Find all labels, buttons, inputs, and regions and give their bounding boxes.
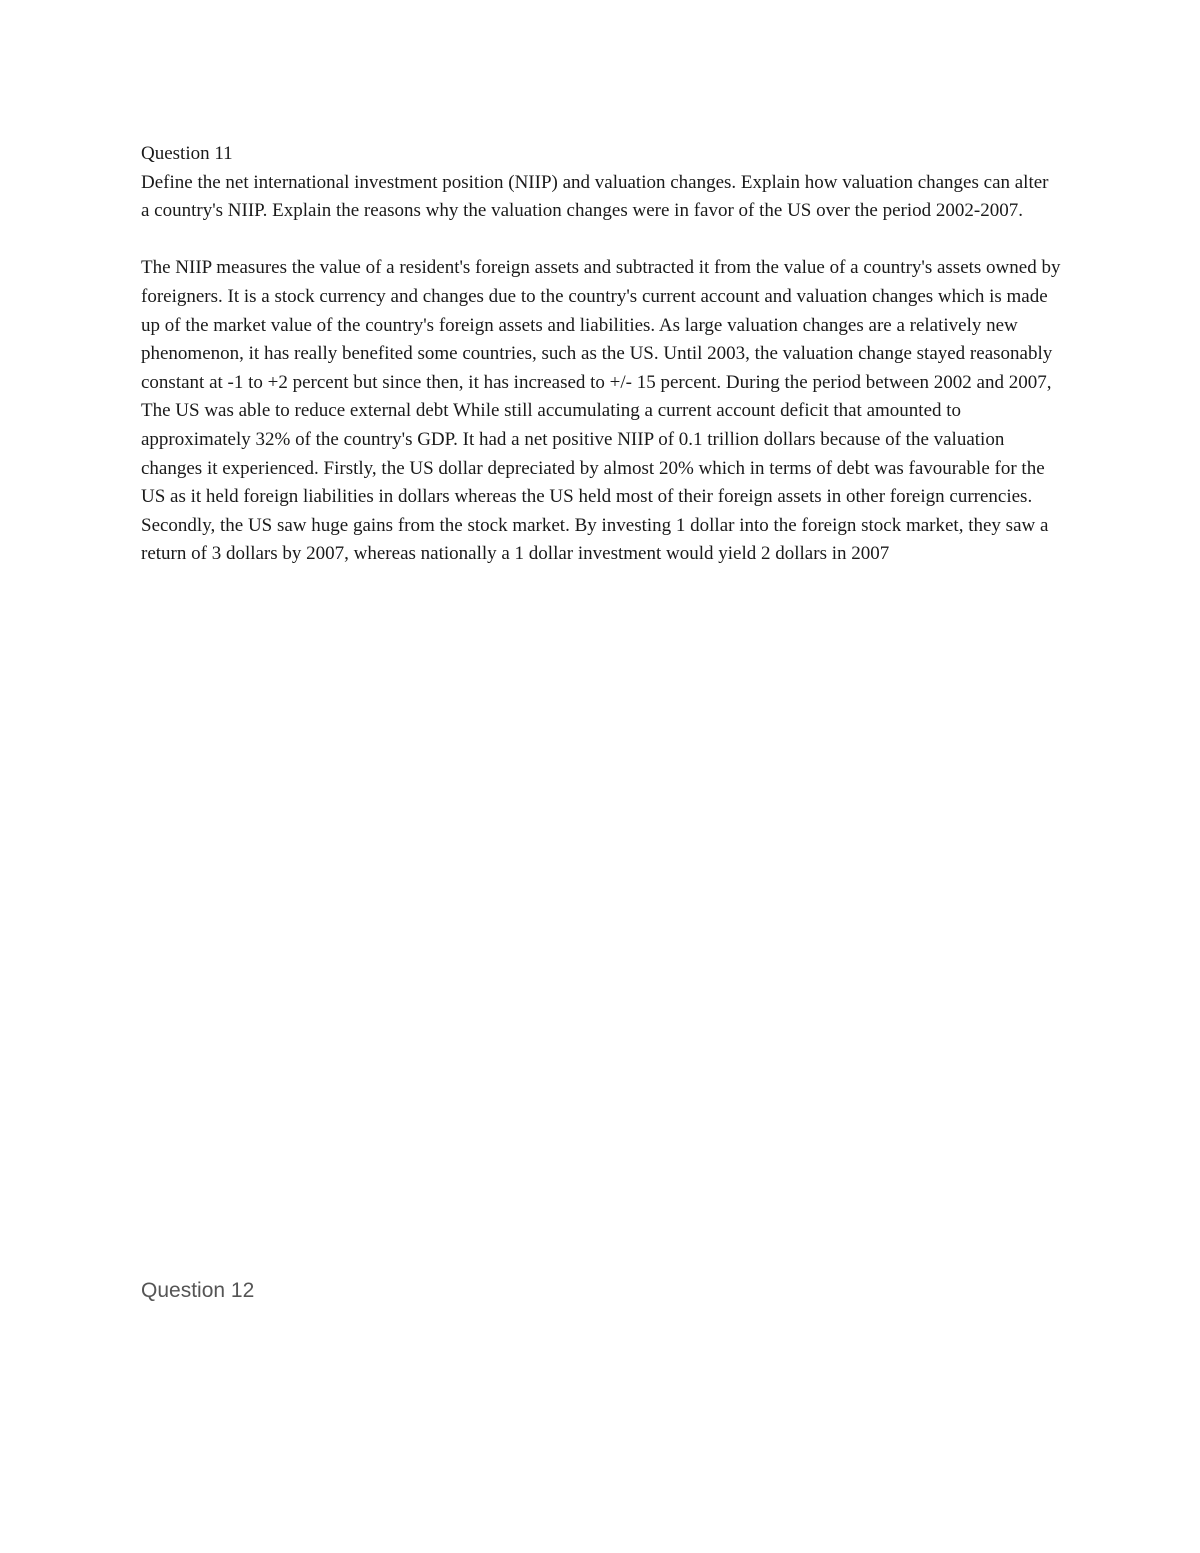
question-12-heading: Question 12	[141, 1279, 255, 1302]
question-11-prompt: Define the net international investment position (NIIP) and valuation changes. Explain how valuation changes can alter a country's NIIP. Explain the reasons why the valuation changes were in favor of the US over the period 2002-2007.	[141, 171, 1049, 222]
paragraph-spacer	[141, 226, 1061, 255]
question-11-heading: Question 11	[141, 143, 233, 164]
question-11-section	[141, 140, 1061, 569]
question-11-answer: The NIIP measures the value of a resident's foreign assets and subtracted it from the value of a country's assets owned by foreigners. It is a stock currency and changes due to the country's current account and valuation changes which is made up of the market value of the country's foreign assets and liabilities. As large valuation changes are a relatively new phenomenon, it has really benefited some countries, such as the US. Until 2003, the valuation change stayed reasonably constant at -1 to +2 percent but since then, it has increased to +/- 15 percent. During the period between 2002 and 2007, The US was able to reduce external debt While still accumulating a current account deficit that amounted to approximately 32% of the country's GDP. It had a net positive NIIP of 0.1 trillion dollars because of the valuation changes it experienced. Firstly, the US dollar depreciated by almost 20% which in terms of debt was favourable for the US as it held foreign liabilities in dollars whereas the US held most of their foreign assets in other foreign currencies. Secondly, the US saw huge gains from the stock market. By investing 1 dollar into the foreign stock market, they saw a return of 3 dollars by 2007, whereas nationally a 1 dollar investment would yield 2 dollars in 2007	[141, 257, 1061, 565]
